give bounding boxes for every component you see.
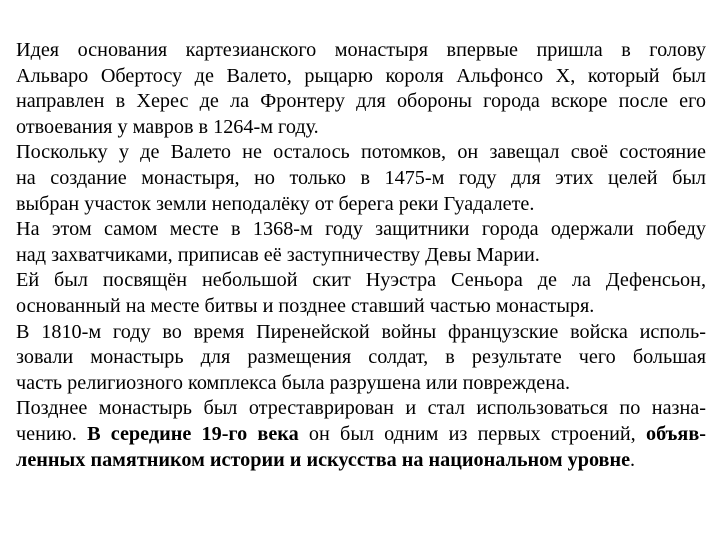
- text-line: часть религиозного комплекса была разрушена или повреждена.: [16, 371, 571, 394]
- mixed-text-line: [16, 448, 706, 474]
- text-run: .: [630, 448, 636, 471]
- text-line: направлен в Херес де ла Фронтеру для обороны города вскоре после его: [16, 90, 706, 113]
- bold-text-run: В середине 19-го века: [87, 422, 299, 445]
- body-text: [16, 38, 706, 473]
- text-line: Поскольку у де Валето не осталось потомков, он завещал своё состояние: [16, 141, 706, 164]
- mixed-text-line: [16, 422, 706, 448]
- text-run: чению.: [16, 422, 88, 445]
- text-line: Позднее монастырь был отреставрирован и стал использоваться по назна-: [16, 397, 706, 420]
- text-run: он был одним из первых строений,: [298, 422, 646, 445]
- text-line: В 1810-м году во время Пиренейской войны французские войска исполь-: [16, 320, 706, 343]
- text-line: Идея основания картезианского монастыря впервые пришла в голову: [16, 39, 706, 61]
- text-line: На этом самом месте в 1368-м году защитники города одержали победу: [16, 218, 706, 241]
- bold-text-run: объяв-: [645, 422, 706, 445]
- text-line: выбран участок земли неподалёку от берега реки Гуадалете.: [16, 192, 535, 215]
- text-line: на создание монастыря, но только в 1475-м году для этих целей был: [16, 166, 706, 189]
- text-line: Альваро Обертосу де Валето, рыцарю короля Альфонсо X, который был: [16, 64, 706, 87]
- text-line: зовали монастырь для размещения солдат, в результате чего большая: [16, 346, 706, 369]
- text-line: над захватчиками, приписав её заступничеству Девы Марии.: [16, 243, 540, 266]
- text-line: Ей был посвящён небольшой скит Нуэстра Сеньора де ла Дефенсьон,: [16, 269, 706, 292]
- bold-text-run: ленных памятником истории и искусства на национальном уровне: [16, 448, 631, 471]
- text-line: основанный на месте битвы и позднее ставший частью монастыря.: [16, 294, 595, 317]
- text-line: отвоевания у мавров в 1264-м году.: [16, 115, 319, 138]
